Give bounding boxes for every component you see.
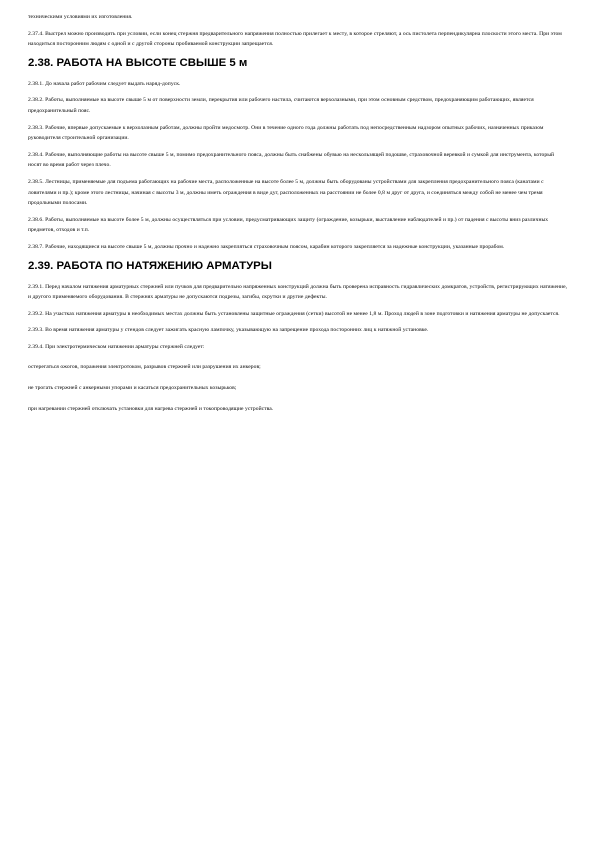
paragraph-2-37-4: 2.37.4. Выстрел можно производить при условии, если конец стержня предварительного напряжения полностью прилегает к месту, в которое стреляют, а ось пистолета перпендикулярна плоскости этого места. При этом находиться посторонним людям с одной и с другой стороны пробиваемой конструкции запрещается.	[28, 30, 562, 48]
paragraph-2-38-6: 2.38.6. Работы, выполняемые на высоте более 5 м, должны осуществляться при условии, предусматривающих защиту (ограждение, козырьки, выставление наблюдателей и пр.) от падения с высоты вниз различных предметов, отходов и т.п.	[28, 216, 549, 234]
paragraph-2-38-7: 2.38.7. Рабочие, находящиеся на высоте свыше 5 м, должны прочно и надежно закрепляться страховочным поясом, карабин которого закрепляется за надежные конструкции, указанные прорабом.	[28, 243, 505, 250]
list-item-burns: остерегаться ожогов, поражения электротоком, разрывов стержней или разрушения их анкеров;	[28, 364, 261, 371]
paragraph-2-39-2: 2.39.2. На участках натяжения арматуры в необходимых местах должны быть установлены защитные ограждения (сетки) высотой не менее 1,8 м. Проход людей в зоне подготовки и натяжения арматуры не допускается.	[28, 310, 560, 317]
paragraph-2-38-4: 2.38.4. Рабочие, выполняющие работы на высоте свыше 5 м, помимо предохранительного пояса, должны быть снабжены обувью на нескользящей подошве, страховочной веревкой и сумкой для инструмента, который носят во время работ через плечо.	[28, 151, 555, 169]
paragraph-2-38-1: 2.38.1. До начала работ рабочим следует выдать наряд-допуск.	[28, 80, 181, 87]
paragraph-2-39-3: 2.39.3. Во время натяжения арматуры у стендов следует зажигать красную лампочку, указывающую на запрещение прохода посторонних лиц к натяжной установке.	[28, 327, 429, 334]
paragraph-2-38-2: 2.38.2. Работы, выполняемые на высоте свыше 5 м от поверхности земли, перекрытия или рабочего настила, считаются верхолазными, при этом основным средством, предохраняющим работающих, является предохранительный пояс.	[28, 97, 534, 114]
paragraph-2-38-5: 2.38.5. Лестницы, применяемые для подъема работающих на рабочие места, расположенные на высоте более 5 м, должны быть оборудованы устройствами для закрепления предохранительного пояса (канатами с ловителями и пр.); кроме этого лестницы, начиная с высоты 3 м, должны иметь ограждения в виде дуг, расположенных на расстоянии не более 0,8 м друг от друга, и соединяться между собой не менее чем тремя продольными полосами.	[28, 178, 544, 207]
section-title-2-39: 2.39. РАБОТА ПО НАТЯЖЕНИЮ АРМАТУРЫ	[28, 259, 272, 272]
paragraph-2-39-4: 2.39.4. При электротермическом натяжении арматуры стержней следует:	[28, 343, 205, 350]
paragraph-2-39-1: 2.39.1. Перед началом натяжения арматурных стержней или пучков для предварительно напряженных конструкций должна быть проверена исправность гидравлических домкратов, устройств, регистрирующих натяжение, и другого применяемого оборудования. В стержнях арматуры не допускаются подрезы, загибы, скрутки и другие дефекты.	[28, 283, 568, 301]
intro-fragment: техническими условиями их изготовления.	[28, 14, 133, 20]
section-title-2-38: 2.38. РАБОТА НА ВЫСОТЕ СВЫШЕ 5 м	[28, 56, 248, 69]
document-content	[28, 12, 568, 424]
paragraph-2-38-3: 2.38.3. Рабочие, впервые допускаемые к верхолазным работам, должны пройти медосмотр. Они в течение одного года должны работать под непосредственным надзором опытных рабочих, назначенных приказом руководителя строительной организации.	[28, 124, 544, 142]
list-item-anchors: не трогать стержней с анкерными упорами и касаться предохранительных козырьков;	[28, 385, 237, 392]
list-item-heating: при нагревании стержней отключать установки для нагрева стержней и токопроводящие устройства.	[28, 405, 274, 412]
